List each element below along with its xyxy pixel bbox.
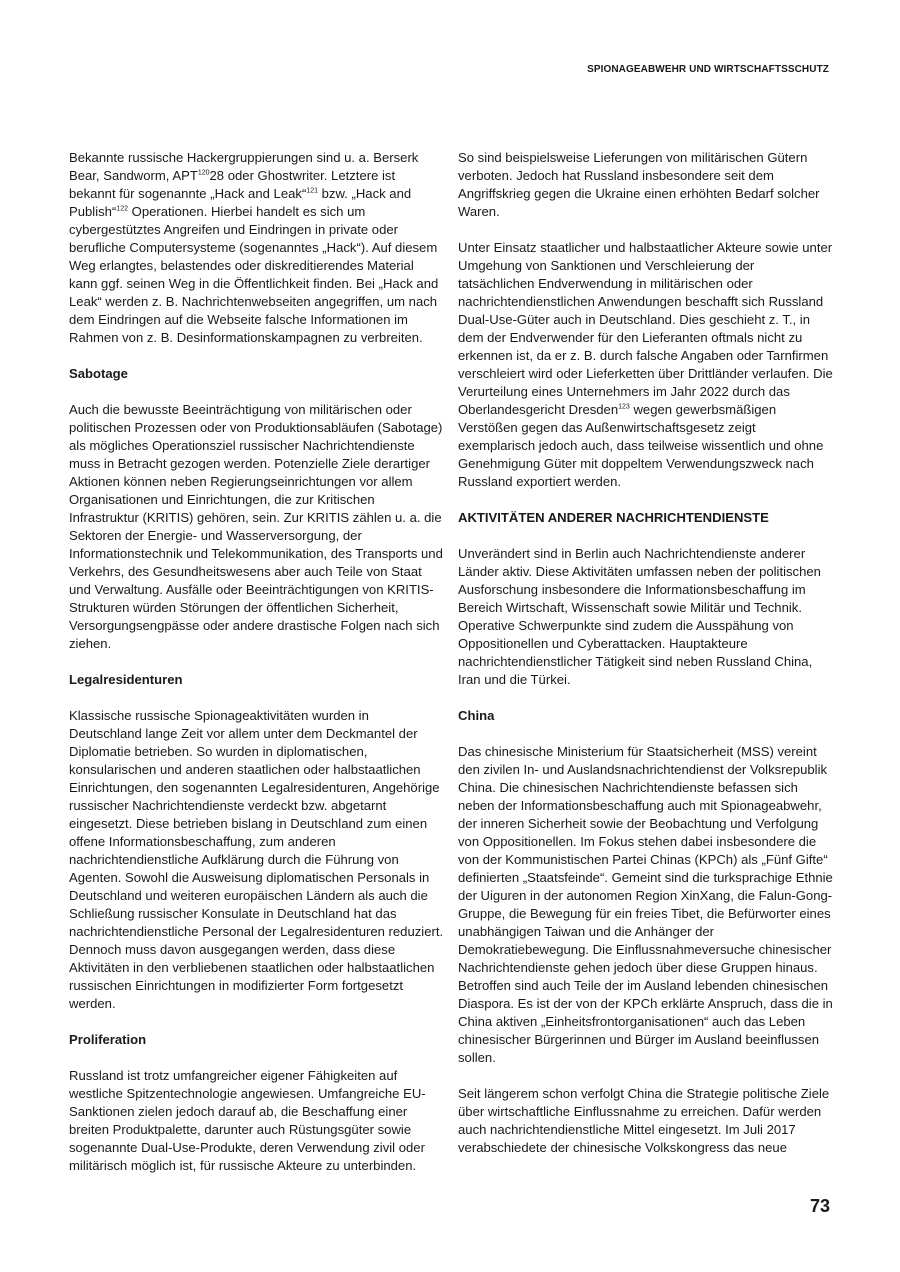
heading-legalresidenturen: Legalresidenturen — [69, 672, 183, 687]
heading-china: China — [458, 708, 495, 723]
footnote-ref-123: 123 — [618, 403, 630, 411]
text-segment: Unter Einsatz staatlicher und halbstaatlicher Akteure sowie unter Umgehung von Sanktionen und Verschleierung der tatsächlichen Endverwendung in militärischen oder nachrichtendienstlichen Anwendungen beschafft sich Russland Dual-Use-Güter auch in Deutschland. Dies geschieht z. T., in dem der Endverwender für den Lieferanten oftmals nicht zu erkennen ist, da er z. B. durch falsche Angaben oder Tarnfirmen verschleiert wird oder Lieferketten über Drittländer verlaufen. Die Verurteilung eines Unternehmers im Jahr 2022 durch das Oberlandesgericht Dresden — [458, 240, 833, 417]
paragraph-dual-use — [458, 239, 833, 491]
paragraph-legalresidenturen: Klassische russische Spionageaktivitäten wurden in Deutschland lange Zeit vor allem unter dem Deckmantel der Diplomatie betrieben. So wurden in diplomatischen, konsularischen und anderen staatlichen oder halbstaatlichen Einrichtungen, den sogenannten Legalresidenturen, Angehörige russischer Nachrichtendienste verdeckt bzw. abgetarnt eingesetzt. Diese betrieben bislang in Deutschland zum einen offene Informationsbeschaffung, zum anderen nachrichtendienstliche Aufklärung durch die Führung von Agenten. Sowohl die Ausweisung diplomatischen Personals in Deutschland und weiteren europäischen Ländern als auch die Schließung russischer Konsulate in Deutschland hat das nachrichtendienstliche Personal der Legalresidenturen reduziert. Dennoch muss davon ausgegangen werden, dass diese Aktivitäten in den verbliebenen staatlichen oder halbstaatlichen russischen Einrichtungen in modifizierter Form fortgesetzt werden. — [69, 708, 444, 1011]
heading-proliferation: Proliferation — [69, 1032, 147, 1047]
page-number: 73 — [809, 1196, 830, 1216]
text-segment: 28 oder Ghostwriter. Letztere ist bekannt für sogenannte „Hack and Leak“ — [69, 168, 396, 201]
footnote-ref-122: 122 — [116, 205, 128, 213]
paragraph-proliferation: Russland ist trotz umfangreicher eigener Fähigkeiten auf westliche Spitzentechnologie angewiesen. Umfangreiche EU-Sanktionen zielen jedoch darauf ab, die Beschaffung einer breiten Produktpalette, darunter auch Rüstungsgüter sowie sogenannte Dual-Use-Produkte, deren Verwendung zivil oder militärisch möglich ist, für russische Akteure zu unterbinden. — [69, 1068, 426, 1173]
paragraph-lieferungen: So sind beispielsweise Lieferungen von militärischen Gütern verboten. Jedoch hat Russland insbesondere seit dem Angriffskrieg gegen die Ukraine einen erhöhten Bedarf solcher Waren. — [458, 150, 820, 219]
paragraph-andere-dienste: Unverändert sind in Berlin auch Nachrichtendienste anderer Länder aktiv. Diese Aktivitäten umfassen neben der politischen Ausforschung insbesondere die Informationsbeschaffung im Bereich Wirtschaft, Wissenschaft sowie Militär und Technik. Operative Schwerpunkte sind zudem die Ausspähung von Oppositionellen und Cyberattacken. Hauptakteure nachrichtendienstlicher Tätigkeit sind neben Russland China, Iran und die Türkei. — [458, 546, 821, 687]
footnote-ref-120: 120 — [197, 169, 210, 177]
running-header: SPIONAGEABWEHR UND WIRTSCHAFTSSCHUTZ — [587, 64, 829, 75]
paragraph-china-mss: Das chinesische Ministerium für Staatsicherheit (MSS) vereint den zivilen In- und Auslandsnachrichtendienst der Volksrepublik China. Die chinesischen Nachrichtendienste befassen sich neben der Informationsbeschaffung auch mit Spionageabwehr, der inneren Sicherheit sowie der Beobachtung und Verfolgung von Oppositionellen. Im Fokus stehen dabei insbesondere die von der Kommunistischen Partei Chinas (KPCh) als „Fünf Gifte“ definierten „Staatsfeinde“. Gemeint sind die turksprachige Ethnie der Uiguren in der autonomen Region XinXang, die Falun-Gong-Gruppe, die Bewegung für ein freies Tibet, die Befürworter eines unabhängigen Taiwan und die Anhänger der Demokratiebewegung. Die Einflussnahmeversuche chinesischer Nachrichtendienste gehen jedoch über diese Gruppen hinaus. Betroffen sind auch Teile der im Ausland lebenden chinesischen Diaspora. Es ist der von der KPCh erklärte Anspruch, dass die in China aktiven „Einheitsfrontorganisationen“ auch das Leben chinesischer Bürgerinnen und Bürger im Ausland beeinflussen sollen. — [458, 744, 833, 1065]
text-segment: Bekannte russische Hackergruppierungen sind u. a. Berserk Bear, Sandworm, APT — [69, 150, 419, 183]
text-segment: Operationen. Hierbei handelt es sich um cybergestütztes Angreifen und Eindringen in private oder berufliche Computersysteme (sogenanntes „Hack“). Auf diesem Weg erlangtes, belastendes oder diskreditierendes Material kann ggf. seinen Weg in die Öffentlichkeit finden. Bei „Hack and Leak“ werden z. B. Nachrichtenwebseiten angegriffen, um nach dem Eindringen auf die Webseite falsche Informationen im Rahmen von z. B. Desinformationskampagnen zu verbreiten. — [69, 204, 439, 345]
heading-aktivitaeten-anderer: AKTIVITÄTEN ANDERER NACHRICHTENDIENSTE — [458, 510, 769, 525]
text-segment: bzw. „Hack and Publish“ — [69, 186, 412, 219]
paragraph-sabotage: Auch die bewusste Beeinträchtigung von militärischen oder politischen Prozessen oder von Produktionsabläufen (Sabotage) als mögliches Operationsziel russischer Nachrichtendienste muss in Betracht gezogen werden. Potenzielle Ziele derartiger Aktionen können neben Regierungseinrichtungen vor allem Organisationen und Einrichtungen, die zur Kritischen Infrastruktur (KRITIS) gehören, sein. Zur KRITIS zählen u. a. die Sektoren der Energie- und Wasserversorgung, der Informationstechnik und Telekommunikation, des Transports und Verkehrs, des Gesundheitswesens aber auch Teile von Staat und Verwaltung. Ausfälle oder Beeinträchtigungen von KRITIS-Strukturen würden Störungen der öffentlichen Sicherheit, Versorgungsengpässe oder andere drastische Folgen nach sich ziehen. — [69, 402, 443, 651]
heading-sabotage: Sabotage — [69, 366, 128, 381]
right-column — [458, 149, 833, 1175]
text-segment: wegen gewerbsmäßigen Verstößen gegen das Außenwirtschaftsgesetz zeigt exemplarisch jedoch auch, dass teilweise wissentlich und ohne Genehmigung Güter mit doppeltem Verwendungszweck nach Russland exportiert werden. — [458, 402, 824, 489]
footnote-ref-121: 121 — [306, 187, 318, 195]
paragraph-china-strategie: Seit längerem schon verfolgt China die Strategie politische Ziele über wirtschaftliche Einflussnahme zu erreichen. Dafür werden auch nachrichtendienstliche Mittel eingesetzt. Im Juli 2017 verabschiedete der chinesische Volkskongress das neue — [458, 1086, 830, 1155]
paragraph-hackergruppierungen — [69, 149, 444, 347]
left-column — [69, 149, 444, 1193]
